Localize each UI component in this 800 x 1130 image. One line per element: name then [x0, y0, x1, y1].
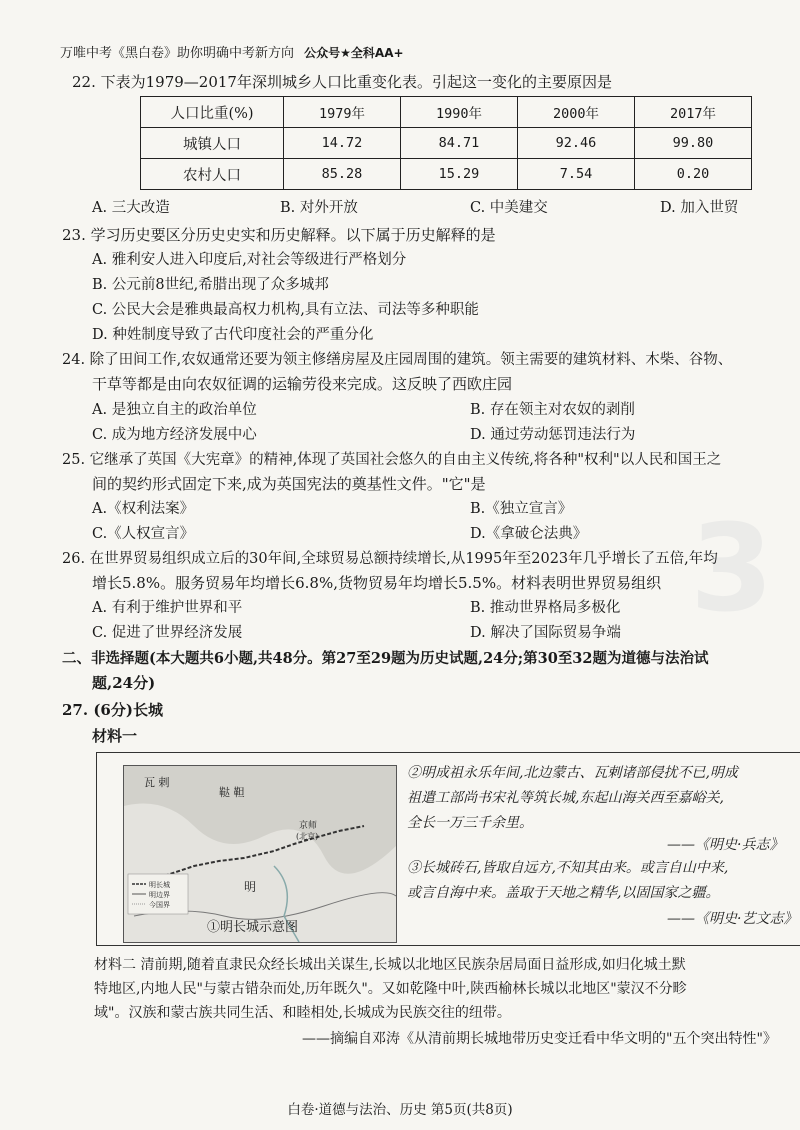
q24-option-b[interactable]: B. 存在领主对农奴的剥削: [470, 402, 635, 418]
table-cell: 0.20: [635, 159, 752, 190]
table-cell: 15.29: [401, 159, 518, 190]
table-header-row: [141, 97, 752, 128]
table-header-cell: 2000年: [518, 97, 635, 128]
q26-option-d[interactable]: D. 解决了国际贸易争端: [470, 625, 621, 641]
q25-stem-line2: 间的契约形式固定下来,成为英国宪法的奠基性文件。"它"是: [92, 475, 486, 493]
material2-line3: 域"。汉族和蒙古族共同生活、和睦相处,长城成为民族交往的纽带。: [94, 1005, 511, 1021]
q25-option-c[interactable]: C.《人权宣言》: [92, 526, 195, 542]
table-row: [141, 128, 752, 159]
map-label-jingshi: 京师: [299, 821, 318, 831]
quote2-line1: ②明成祖永乐年间,北边蒙古、瓦剌诸部侵扰不已,明成: [407, 765, 738, 781]
table-cell: 14.72: [284, 128, 401, 159]
q24-stem-line2: 干草等都是由向农奴征调的运输劳役来完成。这反映了西欧庄园: [92, 375, 513, 393]
section2-heading-line2: 题,24分): [92, 674, 156, 692]
page-footer: 白卷·道德与法治、历史 第5页(共8页): [287, 1102, 513, 1118]
quote3-line1: ③长城砖石,皆取自远方,不知其由来。或言自山中来,: [407, 860, 729, 876]
q25-stem-line1: 25. 它继承了英国《大宪章》的精神,体现了英国社会悠久的自由主义传统,将各种"权利"以人民和国王之: [62, 452, 722, 468]
map-label-beijing: (北京): [296, 832, 319, 841]
q25-option-a[interactable]: A.《权利法案》: [92, 501, 195, 517]
q23-stem: 23. 学习历史要区分历史史实和历史解释。以下属于历史解释的是: [62, 226, 496, 244]
q26-option-c[interactable]: C. 促进了世界经济发展: [92, 625, 243, 641]
table-cell: 农村人口: [141, 159, 284, 190]
q25-option-b[interactable]: B.《独立宣言》: [470, 501, 573, 517]
q27-material1-label: 材料一: [92, 727, 138, 745]
material2-source: ——摘编自邓涛《从清前期长城地带历史变迁看中华文明的"五个突出特性"》: [302, 1031, 777, 1047]
table-cell: 城镇人口: [141, 128, 284, 159]
q24-option-a[interactable]: A. 是独立自主的政治单位: [92, 402, 257, 418]
q25-option-d[interactable]: D.《拿破仑法典》: [470, 526, 588, 542]
page-header: [60, 42, 404, 61]
q23-option-c[interactable]: C. 公民大会是雅典最高权力机构,具有立法、司法等多种职能: [92, 302, 479, 318]
map-label-ming: 明: [244, 880, 257, 894]
q24-option-d[interactable]: D. 通过劳动惩罚违法行为: [470, 427, 636, 443]
q26-option-a[interactable]: A. 有利于维护世界和平: [92, 600, 243, 616]
table-header-cell: 1990年: [401, 97, 518, 128]
map-legend-border: 明边界: [149, 891, 170, 899]
q24-stem-line1: 24. 除了田间工作,农奴通常还要为领主修缮房屋及庄园周围的建筑。领主需要的建筑材料、木柴、谷物、: [62, 352, 733, 368]
table-header-cell: 1979年: [284, 97, 401, 128]
quote2-line3: 全长一万三千余里。: [407, 815, 533, 831]
quote3-line2: 或言自海中来。盖取于天地之精华,以固国家之疆。: [407, 885, 720, 901]
header-text: 万唯中考《黑白卷》助你明确中考新方向: [60, 46, 295, 61]
map-legend-wall: 明长城: [149, 881, 170, 889]
q27-title: 27. (6分)长城: [62, 701, 163, 719]
material1-box: [96, 752, 800, 946]
table-row: [141, 159, 752, 190]
quote2-source: ——《明史·兵志》: [667, 837, 784, 853]
table-cell: 85.28: [284, 159, 401, 190]
q22-option-b[interactable]: B. 对外开放: [280, 200, 358, 216]
q24-option-c[interactable]: C. 成为地方经济发展中心: [92, 427, 257, 443]
table-cell: 92.46: [518, 128, 635, 159]
table-header-cell: 2017年: [635, 97, 752, 128]
table-cell: 84.71: [401, 128, 518, 159]
q26-option-b[interactable]: B. 推动世界格局多极化: [470, 600, 621, 616]
material2-line1: 材料二 清前期,随着直隶民众经长城出关谋生,长城以北地区民族杂居局面日益形成,如归化城土默: [94, 957, 686, 973]
map-legend-national: 今国界: [149, 901, 170, 909]
q26-stem-line2: 增长5.8%。服务贸易年均增长6.8%,货物贸易年均增长5.5%。材料表明世界贸易组织: [92, 574, 662, 592]
q23-option-d[interactable]: D. 种姓制度导致了古代印度社会的严重分化: [92, 327, 374, 343]
q22-option-a[interactable]: A. 三大改造: [92, 200, 170, 216]
q23-option-a[interactable]: A. 雅利安人进入印度后,对社会等级进行严格划分: [92, 252, 407, 268]
q26-stem-line1: 26. 在世界贸易组织成立后的30年间,全球贸易总额持续增长,从1995年至2023年几乎增长了五倍,年均: [62, 551, 718, 567]
quote2-line2: 祖遣工部尚书宋礼等筑长城,东起山海关西至嘉峪关,: [407, 790, 724, 806]
material2-line2: 特地区,内地人民"与蒙古错杂而处,历年既久"。又如乾隆中叶,陕西榆林长城以北地区"蒙汉不分畛: [94, 981, 687, 997]
header-account: 公众号★全科AA+: [304, 46, 404, 60]
table-cell: 99.80: [635, 128, 752, 159]
quote3-source: ——《明史·艺文志》: [667, 911, 798, 927]
section2-heading-line1: 二、非选择题(本大题共6小题,共48分。第27至29题为历史试题,24分;第30至32题为道德与法治试: [62, 650, 709, 667]
background-watermark: 3: [690, 500, 774, 639]
map-label-wala: 瓦 剌: [144, 776, 170, 789]
q22-option-c[interactable]: C. 中美建交: [470, 200, 548, 216]
population-table: [140, 96, 752, 190]
map-caption: ①明长城示意图: [207, 920, 299, 935]
map-label-dada: 鞑 靼: [219, 786, 245, 799]
q22-stem: 22. 下表为1979—2017年深圳城乡人口比重变化表。引起这一变化的主要原因是: [72, 73, 612, 91]
q23-option-b[interactable]: B. 公元前8世纪,希腊出现了众多城邦: [92, 277, 329, 293]
table-header-cell: 人口比重(%): [141, 97, 284, 128]
q22-option-d[interactable]: D. 加入世贸: [660, 200, 739, 216]
table-cell: 7.54: [518, 159, 635, 190]
